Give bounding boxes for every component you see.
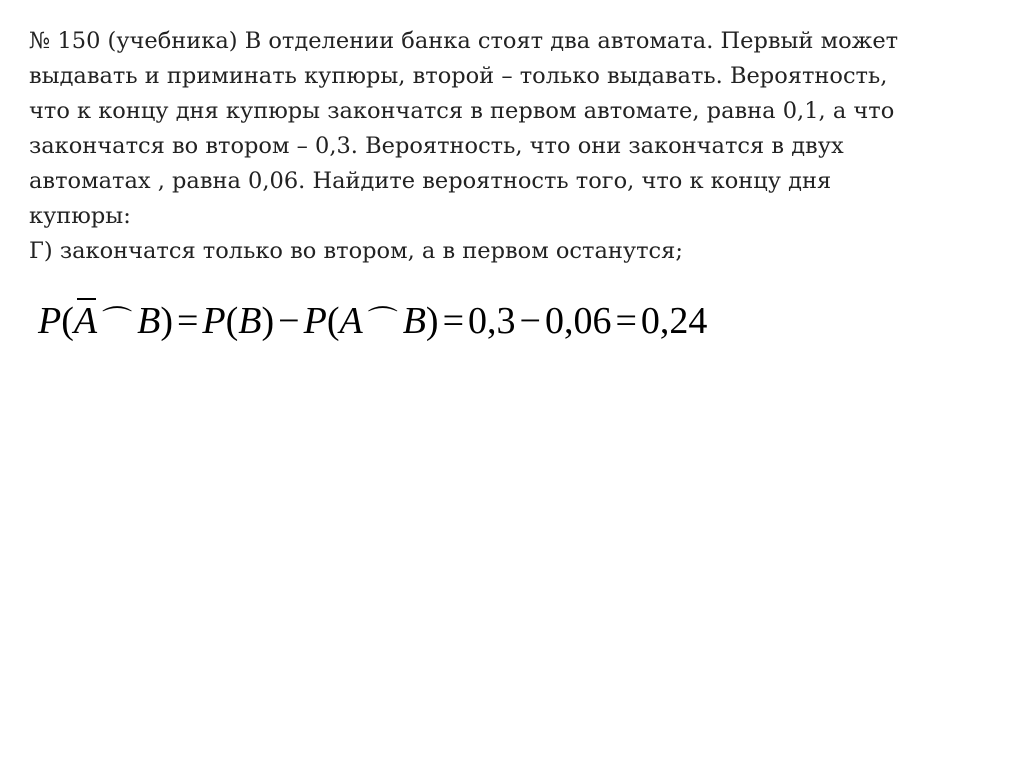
formula-minus-1: −	[278, 300, 300, 342]
formula-result: 0,24	[640, 300, 708, 342]
formula-equals-2: =	[442, 300, 464, 342]
problem-line-3: что к концу дня купюры закончатся в первом автомате, равна 0,1, а что	[29, 98, 895, 124]
formula-open-paren-3: (	[326, 300, 340, 342]
solution-formula	[38, 296, 707, 348]
formula-p-1: P	[38, 300, 62, 342]
formula-b-2: B	[238, 300, 262, 342]
formula-b-1: B	[137, 300, 161, 342]
problem-line-4: закончатся во втором – 0,3. Вероятность, что они закончатся в двух	[29, 133, 844, 159]
problem-line-1: № 150 (учебника) В отделении банка стоят два автомата. Первый может	[29, 28, 899, 54]
formula-close-paren-1: )	[160, 300, 173, 342]
formula-close-paren-2: )	[261, 300, 275, 342]
formula-minus-2: −	[519, 300, 541, 342]
formula-p-3: P	[303, 300, 327, 342]
formula-open-paren-2: (	[225, 300, 239, 342]
intersection-symbol-1: ⌒	[102, 306, 133, 339]
formula-value-2: 0,06	[544, 300, 612, 342]
formula-p-2: P	[202, 300, 226, 342]
formula-close-paren-3: )	[425, 300, 439, 342]
formula-a: A	[339, 300, 363, 342]
problem-line-5: автоматах , равна 0,06. Найдите вероятность того, что к концу дня	[29, 168, 832, 194]
problem-line-6: купюры:	[29, 203, 131, 229]
formula-b-3: B	[402, 300, 426, 342]
formula-equals-1: =	[176, 300, 199, 342]
intersection-symbol-2: ⌒	[367, 306, 398, 339]
formula-complement-a: A	[74, 296, 97, 346]
problem-line-7: Г) закончатся только во втором, а в первом останутся;	[29, 238, 683, 264]
problem-line-2: выдавать и приминать купюры, второй – только выдавать. Вероятность,	[29, 63, 888, 89]
formula-value-1: 0,3	[468, 300, 516, 342]
problem-text	[29, 24, 989, 269]
formula-equals-3: =	[615, 300, 637, 342]
formula-open-paren-1: (	[61, 300, 74, 342]
